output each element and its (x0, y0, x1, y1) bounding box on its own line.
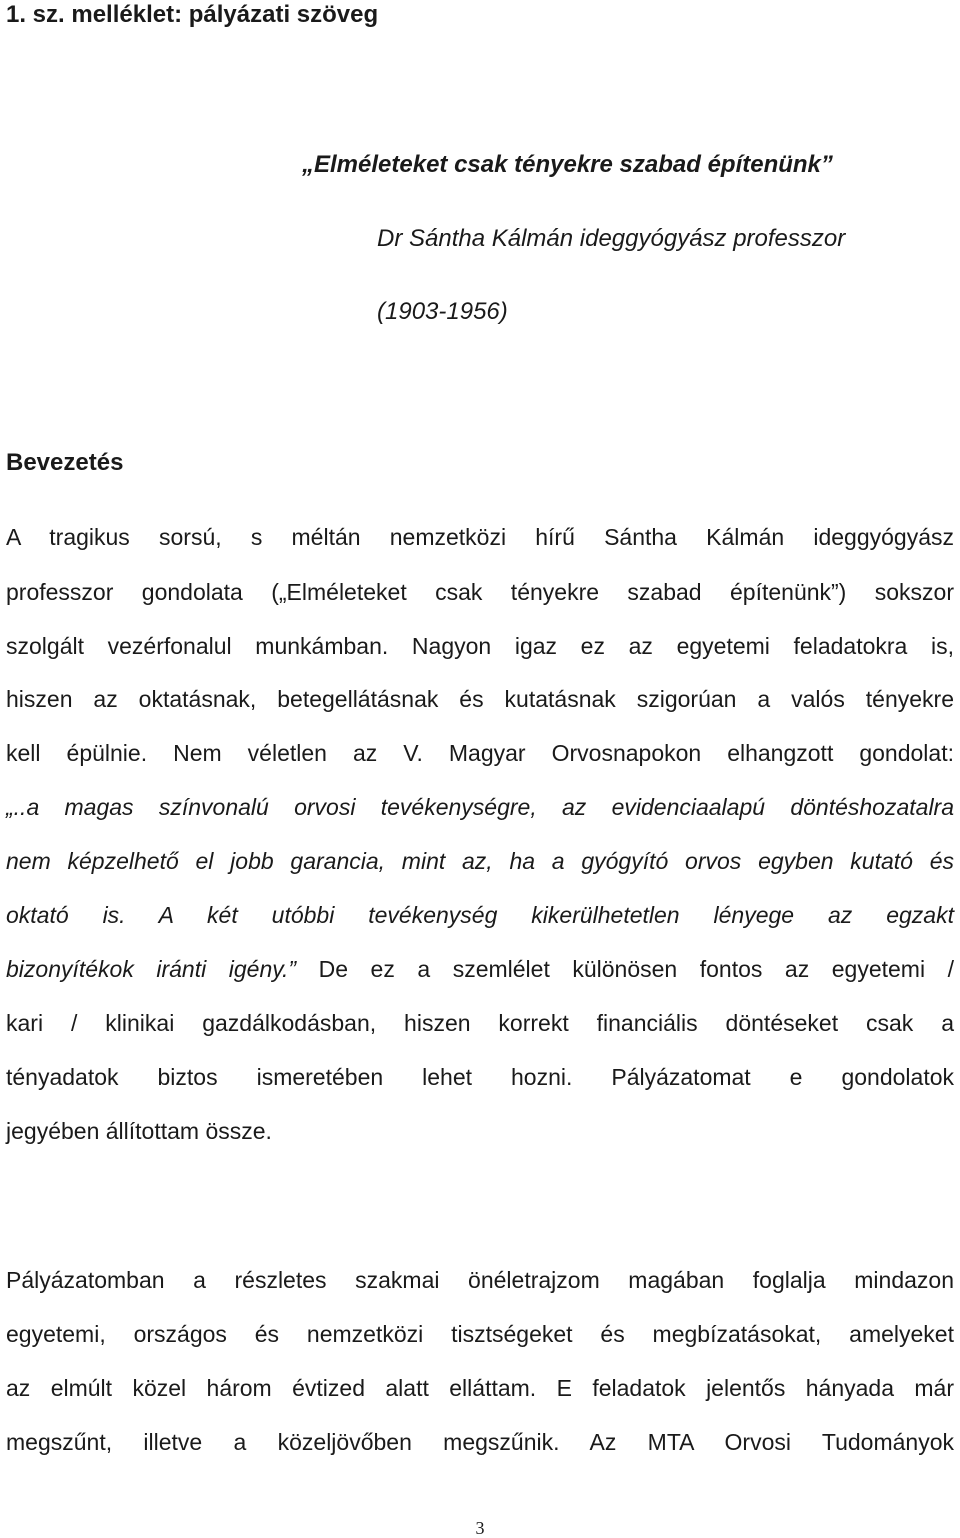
paragraph-text: De ez a szemlélet különösen fontos az egyetemi / (296, 956, 954, 982)
paragraph-line: hiszen az oktatásnak, betegellátásnak és kutatásnak szigorúan a valós tényekre (6, 686, 954, 712)
quote-line: oktató is. A két utóbbi tevékenység kikerülhetetlen lényege az egzakt (6, 902, 954, 928)
paragraph-line: A tragikus sorsú, s méltán nemzetközi hírű Sántha Kálmán ideggyógyász (6, 524, 954, 550)
paragraph-line: egyetemi, országos és nemzetközi tisztségeket és megbízatásokat, amelyeket (6, 1321, 954, 1347)
page-number: 3 (475, 1518, 485, 1538)
paragraph-line: professzor gondolata („Elméleteket csak tényekre szabad építenünk”) sokszor (6, 579, 954, 605)
paragraph-line (6, 954, 954, 984)
paragraph-line: az elmúlt közel három évtized alatt elláttam. E feladatok jelentős hányada már (6, 1375, 954, 1401)
quote-line: „..a magas színvonalú orvosi tevékenységre, az evidenciaalapú döntéshozatalra (6, 794, 954, 820)
paragraph-line: szolgált vezérfonalul munkámban. Nagyon igaz ez az egyetemi feladatokra is, (6, 633, 954, 659)
quote-end: bizonyítékok iránti igény.” (6, 956, 297, 982)
document-title: „Elméleteket csak tényekre szabad építenünk” (302, 151, 833, 178)
paragraph-line: kari / klinikai gazdálkodásban, hiszen korrekt financiális döntéseket csak a (6, 1010, 954, 1036)
paragraph-line: jegyében állítottam össze. (6, 1118, 272, 1144)
paragraph-line: megszűnt, illetve a közeljövőben megszűnik. Az MTA Orvosi Tudományok (6, 1429, 954, 1455)
section-heading: Bevezetés (6, 449, 124, 476)
document-years: (1903-1956) (377, 298, 508, 325)
document-subtitle: Dr Sántha Kálmán ideggyógyász professzor (377, 225, 846, 252)
paragraph-line: Pályázatomban a részletes szakmai önéletrajzom magában foglalja mindazon (6, 1267, 954, 1293)
quote-line: nem képzelhető el jobb garancia, mint az, ha a gyógyító orvos egyben kutató és (6, 848, 954, 874)
attachment-header: 1. sz. melléklet: pályázati szöveg (6, 1, 379, 28)
paragraph-line: kell épülnie. Nem véletlen az V. Magyar Orvosnapokon elhangzott gondolat: (6, 740, 954, 766)
paragraph-line: tényadatok biztos ismeretében lehet hozni. Pályázatomat e gondolatok (6, 1064, 954, 1090)
